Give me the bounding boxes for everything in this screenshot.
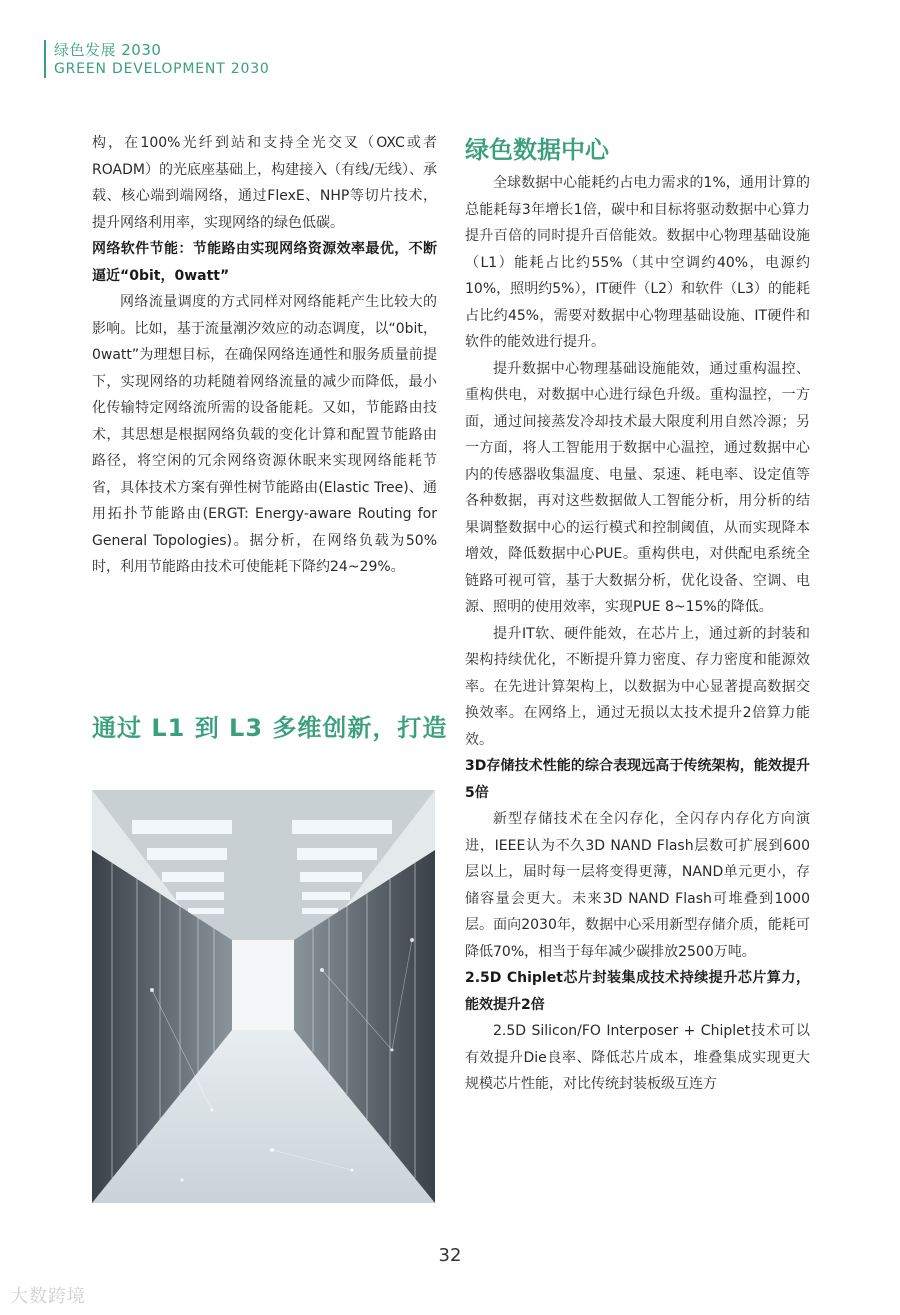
- left-paragraph-1: 构，在100%光纤到站和支持全光交叉（OXC或者ROADM）的光底座基础上，构建接入（有线/无线）、承载、核心端到端网络，通过FlexE、NHP等切片技术，提升网络利用率，实现网络的绿色低碳。: [92, 135, 437, 231]
- section-title-continued: 通过 L1 到 L3 多维创新，打造: [92, 714, 448, 742]
- left-paragraph-2: 网络流量调度的方式同样对网络能耗产生比较大的影响。比如，基于流量潮汐效应的动态调度，以“0bit，0watt”为理想目标，在确保网络连通性和服务质量前提下，实现网络的功耗随着网络流量的减少而降低，最小化传输特定网络流所需的设备能耗。又如，节能路由技术，其思想是根据网络负载的变化计算和配置节能路由路径，将空闲的冗余网络资源休眠来实现网络能耗节省，具体技术方案有弹性树节能路由(Elastic Tree)、通用拓扑节能路由(ERGT: Energy-aware Routing for General Topologies)。据分析，在网络负载为50%时，利用节能路由技术可使能耗下降约24~29%。: [92, 294, 437, 575]
- right-subheading-1: 3D存储技术性能的综合表现远高于传统架构，能效提升5倍: [465, 758, 810, 801]
- right-paragraph-3: 提升IT软、硬件能效，在芯片上，通过新的封装和架构持续优化，不断提升算力密度、存力密度和能源效率。在先进计算架构上，以数据为中心显著提高数据交换效率。在网络上，通过无损以太技术提升2倍算力能效。: [465, 625, 810, 748]
- right-paragraph-5: 2.5D Silicon/FO Interposer + Chiplet技术可以有效提升Die良率、降低芯片成本，堆叠集成实现更大规模芯片性能，对比传统封装板级互连方: [465, 1023, 810, 1092]
- right-column: [465, 130, 810, 1098]
- right-paragraph-2: 提升数据中心物理基础设施能效，通过重构温控、重构供电，对数据中心进行绿色升级。重构温控，一方面，通过间接蒸发冷却技术最大限度利用自然冷源；另一方面，将人工智能用于数据中心温控，通过数据中心内的传感器收集温度、电量、泵速、耗电率、设定值等各种数据，再对这些数据做人工智能分析，用分析的结果调整数据中心的运行模式和控制阈值，从而实现降本增效，降低数据中心PUE。重构供电，对供配电系统全链路可视可管，基于大数据分析，优化设备、空调、电源、照明的使用效率，实现PUE 8~15%的降低。: [465, 360, 810, 615]
- header-title-en: GREEN DEVELOPMENT 2030: [54, 61, 270, 77]
- watermark: 大数跨境: [10, 1286, 86, 1307]
- right-subheading-2: 2.5D Chiplet芯片封装集成技术持续提升芯片算力，能效提升2倍: [465, 970, 810, 1013]
- page-number: 32: [438, 1245, 462, 1266]
- left-column: [92, 130, 437, 581]
- section-title: 绿色数据中心: [465, 136, 609, 164]
- right-paragraph-4: 新型存储技术在全闪存化，全闪存内存化方向演进，IEEE认为不久3D NAND Flash层数可扩展到600层以上，届时每一层将变得更薄，NAND单元更小，存储容量会更大。未来3D NAND Flash可堆叠到1000层。面向2030年，数据中心采用新型存储介质，能耗可降低70%，相当于每年减少碳排放2500万吨。: [465, 811, 810, 960]
- left-subheading: 网络软件节能：节能路由实现网络资源效率最优，不断逼近“0bit，0watt”: [92, 241, 437, 284]
- page-header: [44, 40, 270, 78]
- header-title-cn: 绿色发展 2030: [54, 41, 162, 59]
- right-paragraph-1: 全球数据中心能耗约占电力需求的1%，通用计算的总能耗每3年增长1倍，碳中和目标将驱动数据中心算力提升百倍的同时提升百倍能效。数据中心物理基础设施（L1）能耗占比约55%（其中空调约40%，电源约10%，照明约5%），IT硬件（L2）和软件（L3）的能耗占比约45%，需要对数据中心物理基础设施、IT硬件和软件的能效进行提升。: [465, 175, 810, 350]
- data-center-photo: [92, 790, 435, 1203]
